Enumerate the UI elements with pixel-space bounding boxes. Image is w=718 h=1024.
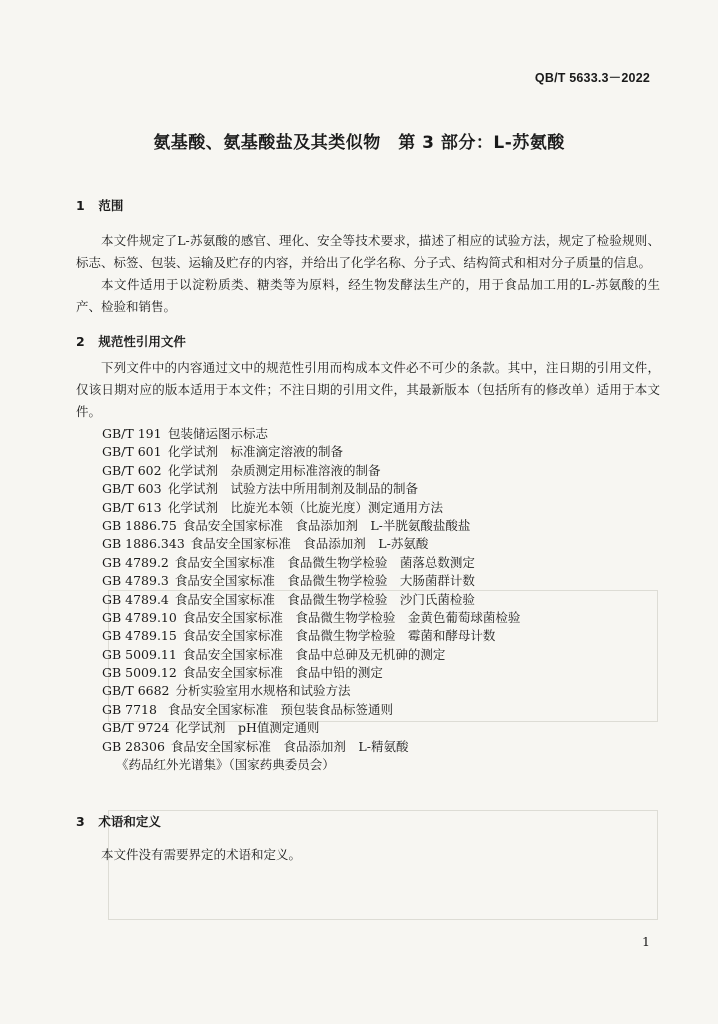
section-number: 2 <box>76 334 85 349</box>
reference-item <box>102 498 662 516</box>
reference-code: GB 5009.11 <box>102 646 177 662</box>
reference-item <box>102 663 662 681</box>
reference-title: 食品安全国家标准 食品微生物学检验 霉菌和酵母计数 <box>182 628 496 644</box>
reference-item <box>102 442 662 460</box>
section-title: 范围 <box>98 198 124 213</box>
reference-code: GB 4789.15 <box>102 628 177 644</box>
reference-code: GB 4789.10 <box>102 609 177 625</box>
reference-code: GB 5009.12 <box>102 665 177 681</box>
document-code: QB/T 5633.3－2022 <box>534 71 650 85</box>
reference-title: 包装储运图示标志 <box>168 426 269 441</box>
section-title: 规范性引用文件 <box>98 334 186 349</box>
reference-title: 化学试剂 试验方法中所用制剂及制品的制备 <box>168 481 419 497</box>
reference-code: GB/T 613 <box>102 499 162 515</box>
reference-code: GB 1886.343 <box>102 536 185 552</box>
reference-code: GB 7718 <box>102 701 157 717</box>
reference-title: 食品安全国家标准 食品微生物学检验 沙门氏菌检验 <box>174 591 475 607</box>
reference-item <box>102 590 662 608</box>
scope-paragraph-1: 本文件规定了L-苏氨酸的感官、理化、安全等技术要求，描述了相应的试验方法，规定了检验规则、标志、标签、包装、运输及贮存的内容，并给出了化学名称、分子式、结构简式和相对分子质量的信息。 <box>76 233 660 270</box>
reference-code: GB/T 601 <box>102 444 162 460</box>
reference-title: 食品安全国家标准 食品中铅的测定 <box>182 665 383 681</box>
reference-code: GB/T 603 <box>102 481 162 497</box>
reference-item <box>102 424 662 442</box>
reference-title: 食品安全国家标准 食品微生物学检验 菌落总数测定 <box>174 554 475 570</box>
reference-item <box>102 681 662 699</box>
reference-title: 化学试剂 比旋光本领（比旋光度）测定通用方法 <box>168 499 444 515</box>
reference-book: 《药品红外光谱集》（国家药典委员会） <box>116 757 335 773</box>
reference-item <box>102 534 662 552</box>
normative-paragraph: 下列文件中的内容通过文中的规范性引用而构成本文件必不可少的条款。其中，注日期的引用文件，仅该日期对应的版本适用于本文件；不注日期的引用文件，其最新版本（包括所有的修改单）适用于本文件。 <box>76 360 660 419</box>
reference-title: 食品安全国家标准 食品添加剂 L-精氨酸 <box>170 738 409 754</box>
section-1-heading <box>76 196 123 214</box>
reference-title: 食品安全国家标准 预包装食品标签通则 <box>168 701 394 717</box>
reference-title: 食品安全国家标准 食品微生物学检验 金黄色葡萄球菌检验 <box>182 609 521 625</box>
reference-code: GB 28306 <box>102 738 165 754</box>
reference-item <box>102 479 662 497</box>
reference-title: 分析实验室用水规格和试验方法 <box>175 683 351 699</box>
reference-code: GB/T 191 <box>102 426 162 441</box>
section-number: 3 <box>76 814 85 829</box>
reference-item <box>102 571 662 589</box>
reference-item <box>102 461 662 479</box>
reference-title: 食品安全国家标准 食品添加剂 L-半胱氨酸盐酸盐 <box>182 517 471 533</box>
reference-list <box>102 424 662 773</box>
section-3-heading <box>76 812 161 830</box>
reference-code: GB/T 6682 <box>102 683 170 699</box>
reference-item <box>102 553 662 571</box>
reference-title: 食品安全国家标准 食品中总砷及无机砷的测定 <box>182 646 446 662</box>
reference-title: 食品安全国家标准 食品微生物学检验 大肠菌群计数 <box>174 573 475 589</box>
reference-item <box>102 608 662 626</box>
reference-item <box>102 700 662 718</box>
reference-code: GB 4789.3 <box>102 573 169 589</box>
terms-paragraph: 本文件没有需要界定的术语和定义。 <box>101 847 302 862</box>
reference-title: 化学试剂 pH值测定通则 <box>175 720 320 736</box>
page-number: 1 <box>642 934 650 949</box>
reference-item <box>102 737 662 755</box>
reference-code: GB/T 9724 <box>102 720 170 736</box>
reference-title: 食品安全国家标准 食品添加剂 L-苏氨酸 <box>190 536 429 552</box>
reference-item <box>102 718 662 736</box>
reference-title: 化学试剂 杂质测定用标准溶液的制备 <box>168 462 381 478</box>
document-title: 氨基酸、氨基酸盐及其类似物 第 3 部分：L-苏氨酸 <box>153 133 565 153</box>
reference-title: 化学试剂 标准滴定溶液的制备 <box>168 444 344 460</box>
reference-code: GB 4789.4 <box>102 591 169 607</box>
reference-item <box>102 645 662 663</box>
scope-paragraph-2: 本文件适用于以淀粉质类、糖类等为原料，经生物发酵法生产的，用于食品加工用的L-苏氨酸的生产、检验和销售。 <box>76 277 660 314</box>
section-2-heading <box>76 332 186 350</box>
reference-code: GB/T 602 <box>102 462 162 478</box>
section-number: 1 <box>76 198 85 213</box>
reference-item <box>102 626 662 644</box>
reference-item <box>102 516 662 534</box>
reference-code: GB 4789.2 <box>102 554 169 570</box>
reference-code: GB 1886.75 <box>102 517 177 533</box>
section-title: 术语和定义 <box>98 814 161 829</box>
